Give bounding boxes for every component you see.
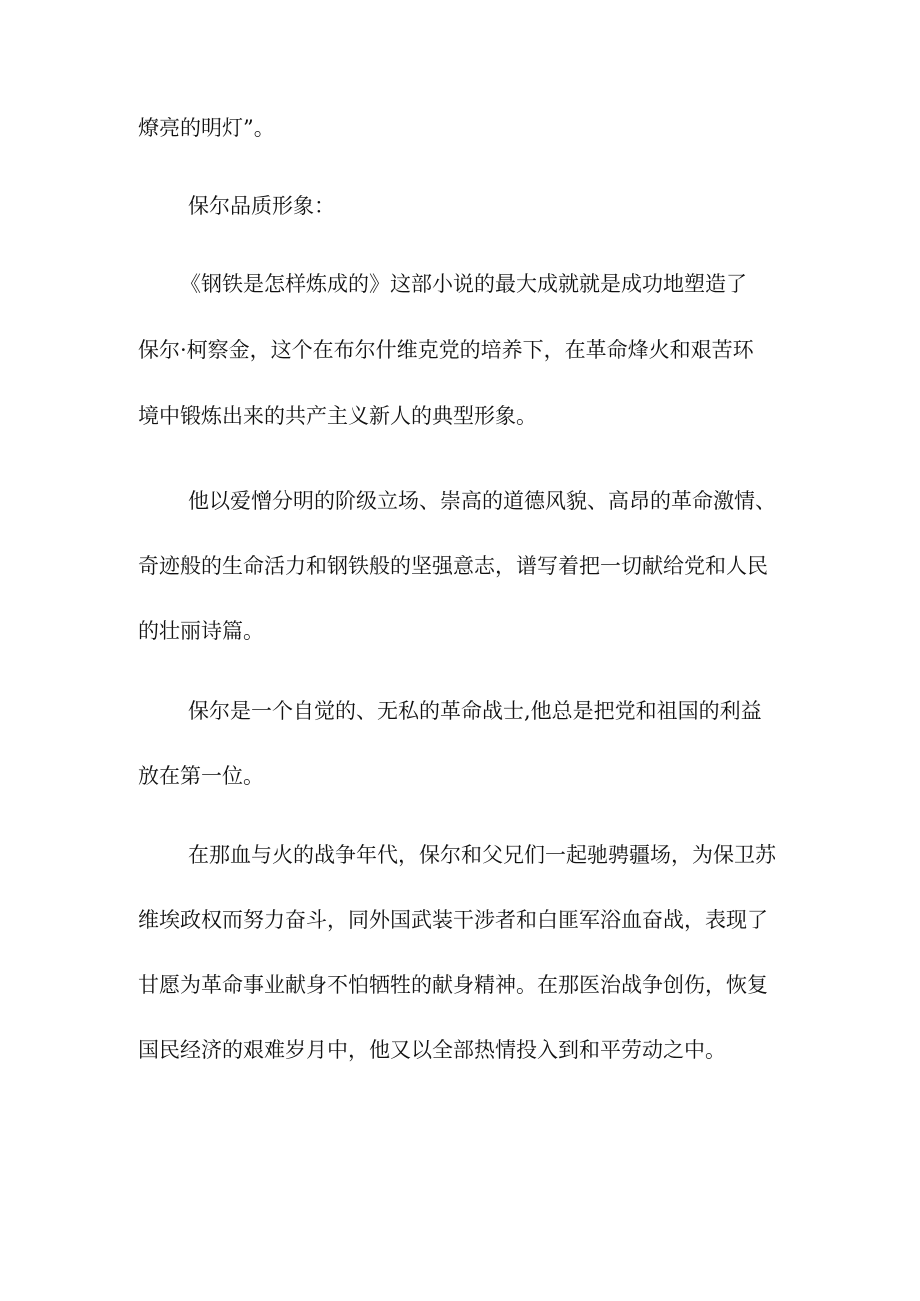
text-line: 《钢铁是怎样炼成的》这部小说的最大成就就是成功地塑造了 — [180, 272, 747, 296]
text-line: 国民经济的艰难岁月中，他又以全部热情投入到和平劳动之中。 — [138, 1038, 726, 1062]
text-line: 保尔是一个自觉的、无私的革命战士,他总是把党和祖国的利益 — [188, 699, 762, 723]
text-line: 甘愿为革命事业献身不怕牺牲的献身精神。在那医治战争创伤，恢复 — [138, 973, 768, 997]
text-line: 维埃政权而努力奋斗，同外国武装干涉者和白匪军浴血奋战，表现了 — [138, 908, 768, 932]
text-line: 放在第一位。 — [138, 764, 264, 788]
text-line: 保尔·柯察金，这个在布尔什维克党的培养下，在革命烽火和艰苦环 — [138, 338, 754, 362]
text-line: 他以爱憎分明的阶级立场、崇高的道德风貌、高昂的革命激情、 — [188, 489, 776, 513]
text-line: 燎亮的明灯”。 — [138, 116, 275, 140]
text-line: 奇迹般的生命活力和钢铁般的坚强意志，谱写着把一切献给党和人民 — [138, 554, 768, 578]
text-line: 境中锻炼出来的共产主义新人的典型形象。 — [138, 404, 537, 428]
section-heading: 保尔品质形象： — [188, 194, 335, 218]
text-line: 在那血与火的战争年代，保尔和父兄们一起驰骋疆场，为保卫苏 — [188, 843, 776, 867]
text-line: 的壮丽诗篇。 — [138, 619, 264, 643]
